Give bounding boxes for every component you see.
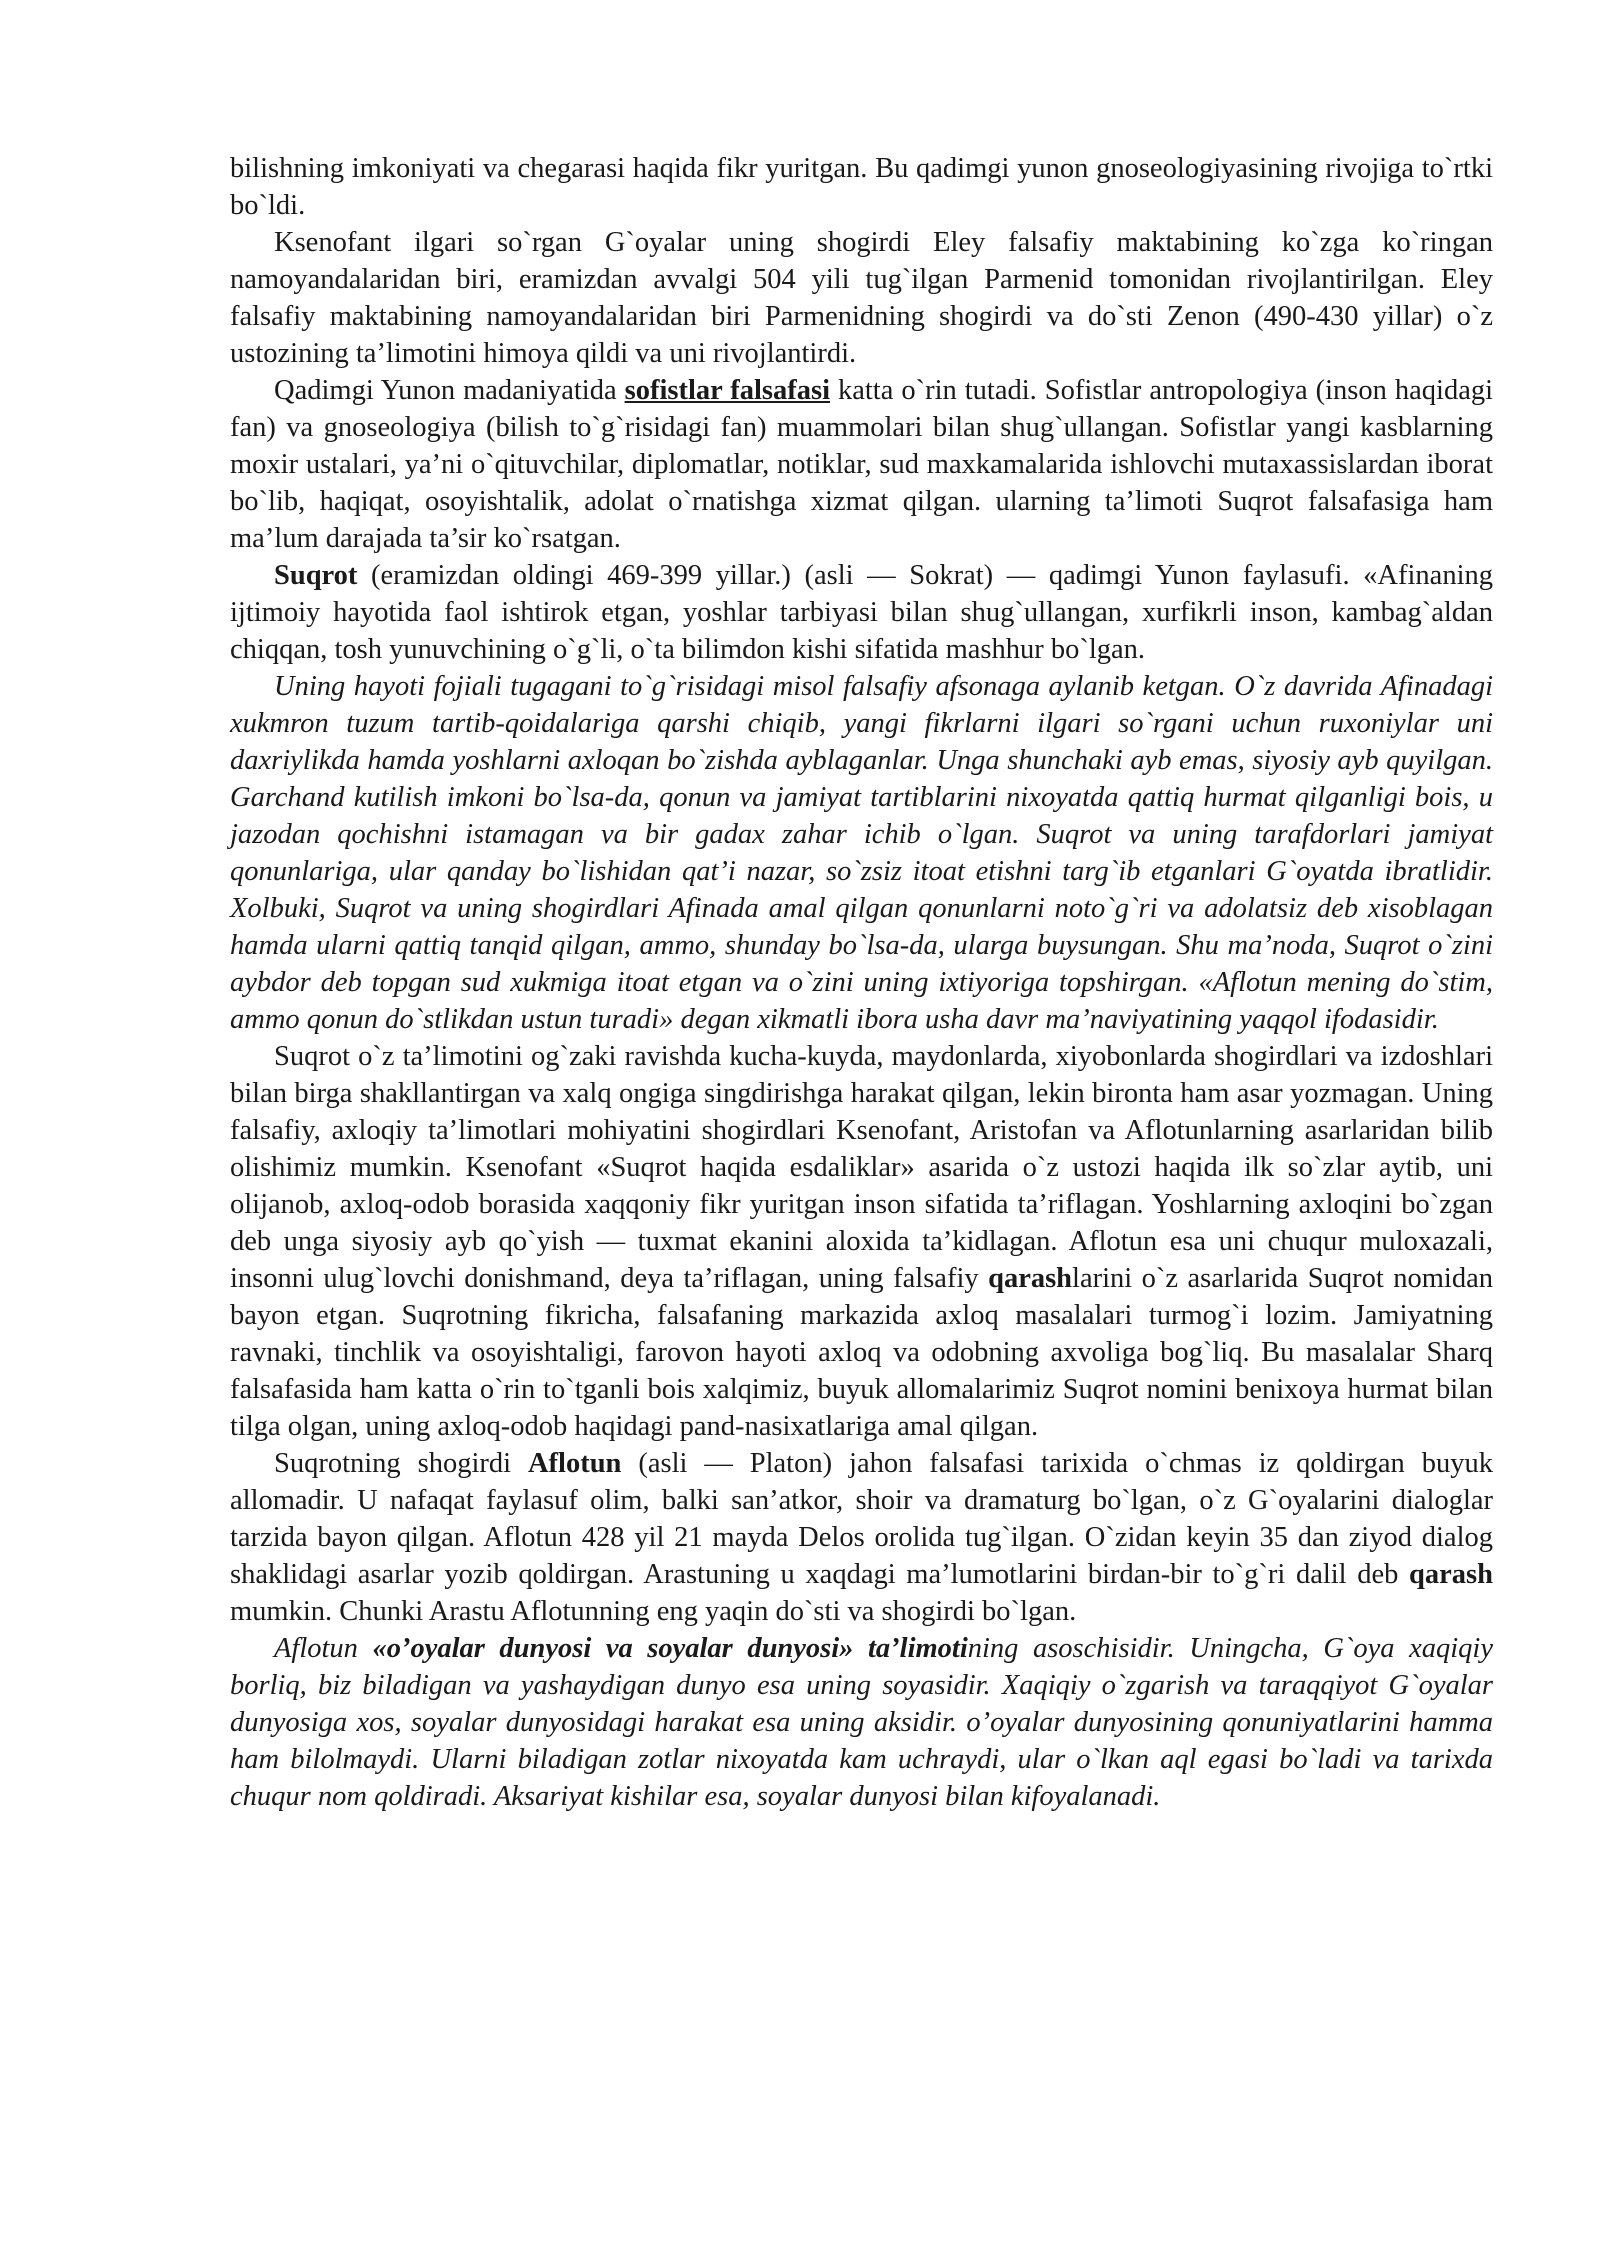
document-body <box>230 150 1493 1815</box>
sofistlar-falsafasi-link[interactable]: sofistlar falsafasi <box>624 375 830 406</box>
paragraph-4 <box>230 557 1493 668</box>
paragraph-6-after: larini o`z asarlarida Suqrot nomidan bayon etgan. Suqrotning fikricha, falsafaning markazida axloq masalalari turmog`i lozim. Jamiyatning ravnaki, tinchlik va osoyishtaligi, farovon hayoti axloq va odobning axvoliga bog`liq. Bu masalalar Sharq falsafasida ham katta o`rin to`tganli bois xalqimiz, buyuk allomalarimiz Suqrot nomini benixoya hurmat bilan tilga olgan, uning axloq-odob haqidagi pand-nasixatlariga amal qilgan. <box>230 1263 1493 1442</box>
paragraph-1 <box>230 150 1493 224</box>
paragraph-5 <box>230 668 1493 1038</box>
paragraph-7-bold-2: qarash <box>1409 1559 1493 1590</box>
paragraph-6-bold: qarash <box>988 1263 1073 1294</box>
paragraph-4-after: (eramizdan oldingi 469-399 yillar.) (asli — Sokrat) — qadimgi Yunon faylasufi. «Afinaning ijtimoiy hayotida faol ishtirok etgan, yoshlar tarbiyasi bilan shug`ullangan, xurfikrli inson, kambag`aldan chiqqan, tosh yunuvchining o`g`li, o`ta bilimdon kishi sifatida mashhur bo`lgan. <box>230 560 1493 665</box>
paragraph-8-after: ning asoschisidir. Uningcha, G`oya xaqiqiy borliq, biz biladigan va yashaydigan dunyo esa uning soyasidir. Xaqiqiy o`zgarish va taraqqiyot G`oyalar dunyosiga xos, soyalar dunyosidagi harakat esa uning aksidir. o’oyalar dunyosining qonuniyatlarini hamma ham bilolmaydi. Ularni biladigan zotlar nixoyatda kam uchraydi, ular o`lkan aql egasi bo`ladi va tarixda chuqur nom qoldiradi. Aksariyat kishilar esa, soyalar dunyosi bilan kifoyalanadi. <box>230 1633 1493 1812</box>
paragraph-3 <box>230 372 1493 557</box>
paragraph-3-before: Qadimgi Yunon madaniyatida <box>274 375 625 406</box>
paragraph-6-before: Suqrot o`z ta’limotini og`zaki ravishda kucha-kuyda, maydonlarda, xiyobonlarda shogirdlari va izdoshlari bilan birga shakllantirgan va xalq ongiga singdirishga harakat qilgan, lekin bironta ham asar yozmagan. Uning falsafiy, axloqiy ta’limotlari mohiyatini shogirdlari Ksenofant, Aristofan va Aflotunlarning asarlaridan bilib olishimiz mumkin. Ksenofant «Suqrot haqida esdaliklar» asarida o`z ustozi haqida ilk so`zlar aytib, uni olijanob, axloq-odob borasida xaqqoniy fikr yuritgan inson sifatida ta’riflagan. Yoshlarning axloqini bo`zgan deb unga siyosiy ayb qo`yish — tuxmat ekanini aloxida ta’kidlagan. Aflotun esa uni chuqur muloxazali, insonni ulug`lovchi donishmand, deya ta’riflagan, uning falsafiy <box>230 1041 1493 1294</box>
paragraph-5-text: Uning hayoti fojiali tugagani to`g`risidagi misol falsafiy afsonaga aylanib ketgan. O`z davrida Afinadagi xukmron tuzum tartib-qoidalariga qarshi chiqib, yangi fikrlarni ilgari so`rgani uchun ruxoniylar uni daxriylikda hamda yoshlarni axloqan bo`zishda ayblaganlar. Unga shunchaki ayb emas, siyosiy ayb quyilgan. Garchand kutilish imkoni bo`lsa-da, qonun va jamiyat tartiblarini nixoyatda qattiq hurmat qilganligi bois, u jazodan qochishni istamagan va bir gadax zahar ichib o`lgan. Suqrot va uning tarafdorlari jamiyat qonunlariga, ular qanday bo`lishidan qat’i nazar, so`zsiz itoat etishni targ`ib etganlari G`oyatda ibratlidir. Xolbuki, Suqrot va uning shogirdlari Afinada amal qilgan qonunlarni noto`g`ri va adolatsiz deb xisoblagan hamda ularni qattiq tanqid qilgan, ammo, shunday bo`lsa-da, ularga buysungan. Shu ma’noda, Suqrot o`zini aybdor deb topgan sud xukmiga itoat etgan va o`zini uning ixtiyoriga topshirgan. «Aflotun mening do`stim, ammo qonun do`stlikdan ustun turadi» degan xikmatli ibora usha davr ma’naviyatining yaqqol ifodasidir. <box>230 671 1493 1035</box>
paragraph-6 <box>230 1038 1493 1445</box>
paragraph-7-middle: (asli — Platon) jahon falsafasi tarixida o`chmas iz qoldirgan buyuk allomadir. U nafaqat faylasuf olim, balki san’atkor, shoir va dramaturg bo`lgan, o`z G`oyalarini dialoglar tarzida bayon qilgan. Aflotun 428 yil 21 mayda Delos orolida tug`ilgan. O`zidan keyin 35 dan ziyod dialog shaklidagi asarlar yozib qoldirgan. Arastuning u xaqdagi ma’lumotlarini birdan-bir to`g`ri dalil deb <box>230 1448 1493 1590</box>
paragraph-8 <box>230 1630 1493 1815</box>
paragraph-3-after: katta o`rin tutadi. Sofistlar antropologiya (inson haqidagi fan) va gnoseologiya (bilish to`g`risidagi fan) muammolari bilan shug`ullangan. Sofistlar yangi kasblarning moxir ustalari, ya’ni o`qituvchilar, diplomatlar, notiklar, sud maxkamalarida ishlovchi mutaxassislardan iborat bo`lib, haqiqat, osoyishtalik, adolat o`rnatishga xizmat qilgan. ularning ta’limoti Suqrot falsafasiga ham ma’lum darajada ta’sir ko`rsatgan. <box>230 375 1494 554</box>
paragraph-8-before: Aflotun <box>274 1633 373 1664</box>
paragraph-1-text: bilishning imkoniyati va chegarasi haqida fikr yuritgan. Bu qadimgi yunon gnoseologiyasining rivojiga to`rtki bo`ldi. <box>230 153 1493 221</box>
paragraph-7-after: mumkin. Chunki Arastu Aflotunning eng yaqin do`sti va shogirdi bo`lgan. <box>230 1596 1077 1627</box>
paragraph-8-bold: «o’oyalar dunyosi va soyalar dunyosi» ta’limoti <box>372 1633 968 1664</box>
paragraph-7 <box>230 1445 1493 1630</box>
paragraph-7-bold: Aflotun <box>527 1448 622 1479</box>
paragraph-2-text: Ksenofant ilgari so`rgan G`oyalar uning shogirdi Eley falsafiy maktabining ko`zga ko`ringan namoyandalaridan biri, eramizdan avvalgi 504 yili tug`ilgan Parmenid tomonidan rivojlantirilgan. Eley falsafiy maktabining namoyandalaridan biri Parmenidning shogirdi va do`sti Zenon (490-430 yillar) o`z ustozining ta’limotini himoya qildi va uni rivojlantirdi. <box>230 227 1493 369</box>
paragraph-4-bold: Suqrot <box>274 560 358 591</box>
paragraph-7-before: Suqrotning shogirdi <box>274 1448 528 1479</box>
paragraph-2 <box>230 224 1493 372</box>
